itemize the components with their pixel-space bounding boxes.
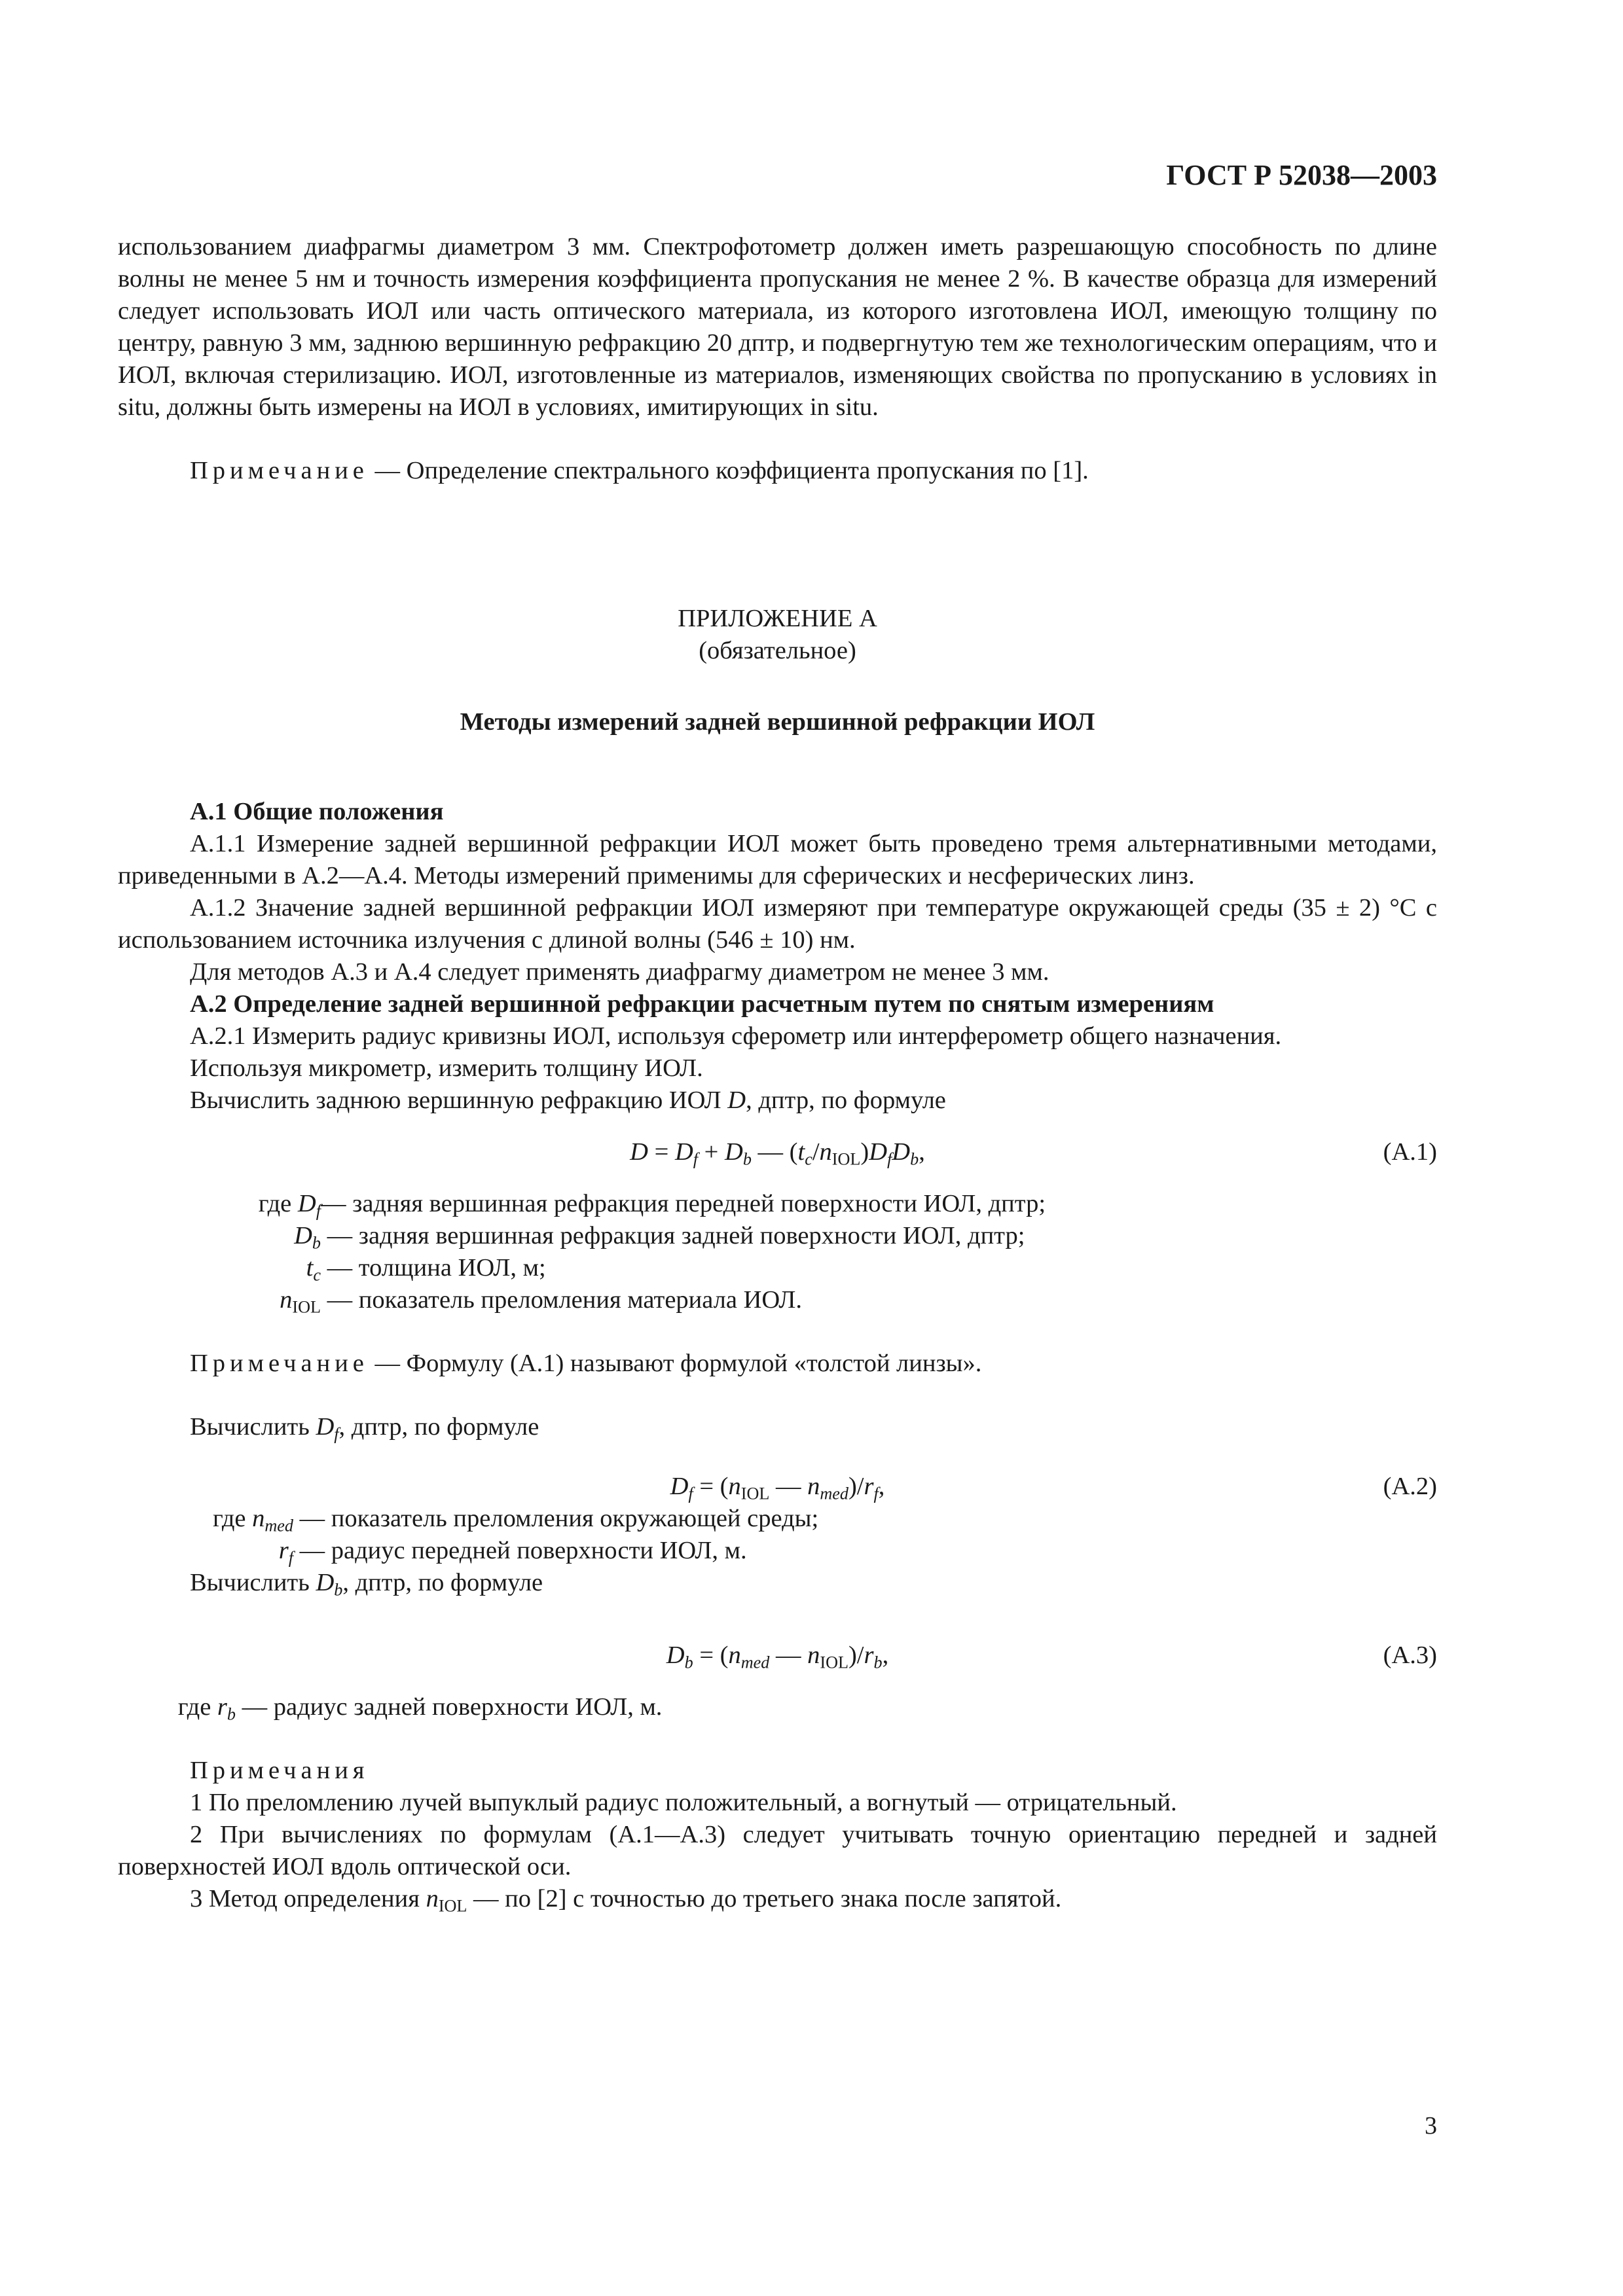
note-thick-lens: [118, 1348, 1437, 1380]
paragraph-a2-1: А.2.1 Измерить радиус кривизны ИОЛ, используя сферометр или интерферометр общего назначения.: [190, 1022, 1282, 1050]
note-label: Примечание: [190, 1350, 369, 1377]
formula-a1: [118, 1136, 1437, 1168]
note-item-1: 1 По преломлению лучей выпуклый радиус положительный, а вогнутый — отрицательный.: [190, 1789, 1177, 1816]
section-a1-heading: А.1 Общие положения: [190, 798, 444, 825]
document-header: ГОСТ Р 52038—2003: [1166, 159, 1437, 191]
definition-rf: $r_f$ — радиус передней поверхности ИОЛ, м.: [278, 1537, 747, 1568]
formula-a2: [118, 1471, 1437, 1503]
paragraph-a1-2: А.1.2 Значение задней вершинной рефракции ИОЛ измеряют при температуре окружающей среды (35 ± 2) °С с использованием источника излучения с длиной волны (546 ± 10) нм.: [118, 894, 1437, 954]
section-a2-heading: А.2 Определение задней вершинной рефракции расчетным путем по снятым измерениям: [190, 990, 1214, 1018]
formula-a3-expression: $D_b = (n_{med}$ — $n_{IOL})/r_b$,: [666, 1641, 889, 1672]
page-number: 3: [1425, 2112, 1437, 2140]
appendix-title: ПРИЛОЖЕНИЕ А: [678, 605, 877, 632]
definition-n-iol: $n_{IOL}$ — показатель преломления материала ИОЛ.: [280, 1286, 803, 1317]
definition-rb: где $r_b$ — радиус задней поверхности ИОЛ, м.: [177, 1693, 663, 1724]
note-item-2: 2 При вычислениях по формулам (А.1—А.3) следует учитывать точную ориентацию передней и задней поверхностей ИОЛ вдоль оптической оси.: [118, 1821, 1437, 1880]
appendix-heading: Методы измерений задней вершинной рефракции ИОЛ: [460, 708, 1095, 736]
page-body: [118, 231, 1437, 1915]
notes-label: Примечания: [190, 1757, 369, 1784]
formula-a2-number: (А.2): [1383, 1473, 1437, 1500]
formula-a2-definitions: [118, 1503, 1437, 1567]
formula-a2-expression: $D_f = (n_{IOL}$ — $n_{med})/r_f$,: [670, 1473, 885, 1503]
paragraph-a1-3: Для методов А.3 и А.4 следует применять диафрагму диаметром не менее 3 мм.: [190, 958, 1049, 986]
paragraph-a2-3: Вычислить заднюю вершинную рефракцию ИОЛ D, дптр, по формуле: [190, 1086, 946, 1114]
calc-df-line: Вычислить $D_f$, дптр, по формуле: [190, 1413, 539, 1444]
formula-a3-definitions: [118, 1691, 1437, 1723]
formula-a3-number: (А.3): [1383, 1641, 1437, 1669]
formula-a1-definitions: [118, 1188, 1437, 1316]
formula-a3: [118, 1640, 1437, 1672]
definition-nmed: где $n_{med}$ — показатель преломления окружающей среды;: [212, 1505, 819, 1535]
calc-db-line: Вычислить $D_b$, дптр, по формуле: [190, 1569, 543, 1600]
paragraph-a1-1: А.1.1 Измерение задней вершинной рефракции ИОЛ может быть проведено тремя альтернативными методами, приведенными в А.2—А.4. Методы измерений применимы для сферических и несферических линз.: [118, 830, 1437, 889]
note-item-3: 3 Метод определения $n_{IOL}$ — по [2] с точностью до третьего знака после запятой.: [190, 1885, 1062, 1916]
formula-a1-expression: $D = D_f + D_b$ — $(t_c/n_{IOL})D_fD_b$,: [630, 1138, 925, 1169]
appendix-status: (обязательное): [699, 637, 856, 664]
intro-paragraph: использованием диафрагмы диаметром 3 мм. Спектрофотометр должен иметь разрешающую способность по длине волны не менее 5 нм и точность измерения коэффициента пропускания не менее 2 %. В качестве образца для измерений следует использовать ИОЛ или часть оптического материала, из которого изготовлена ИОЛ, имеющую толщину по центру, равную 3 мм, заднюю вершинную рефракцию 20 дптр, и подвергнутую тем же технологическим операциям, что и ИОЛ, включая стерилизацию. ИОЛ, изготовленные из материалов, изменяющих свойства по пропусканию в условиях in situ, должны быть измерены на ИОЛ в условиях, имитирующих in situ.: [118, 233, 1437, 421]
definition-tc: $t_c$ — толщина ИОЛ, м;: [306, 1254, 546, 1285]
formula-a1-number: (А.1): [1383, 1138, 1437, 1166]
note-text: — Определение спектрального коэффициента пропускания по [1].: [374, 457, 1089, 484]
definition-db: $D_b$ — задняя вершинная рефракция задней поверхности ИОЛ, дптр;: [294, 1222, 1025, 1253]
paragraph-a2-2: Используя микрометр, измерить толщину ИОЛ.: [190, 1054, 703, 1082]
definition-df: где $D_f—$ задняя вершинная рефракция передней поверхности ИОЛ, дптр;: [258, 1190, 1046, 1221]
document-page: [118, 0, 1437, 2296]
note-text: — Формулу (А.1) называют формулой «толстой линзы».: [374, 1350, 982, 1377]
note-spectral: [118, 455, 1437, 487]
note-label: Примечание: [190, 457, 369, 484]
